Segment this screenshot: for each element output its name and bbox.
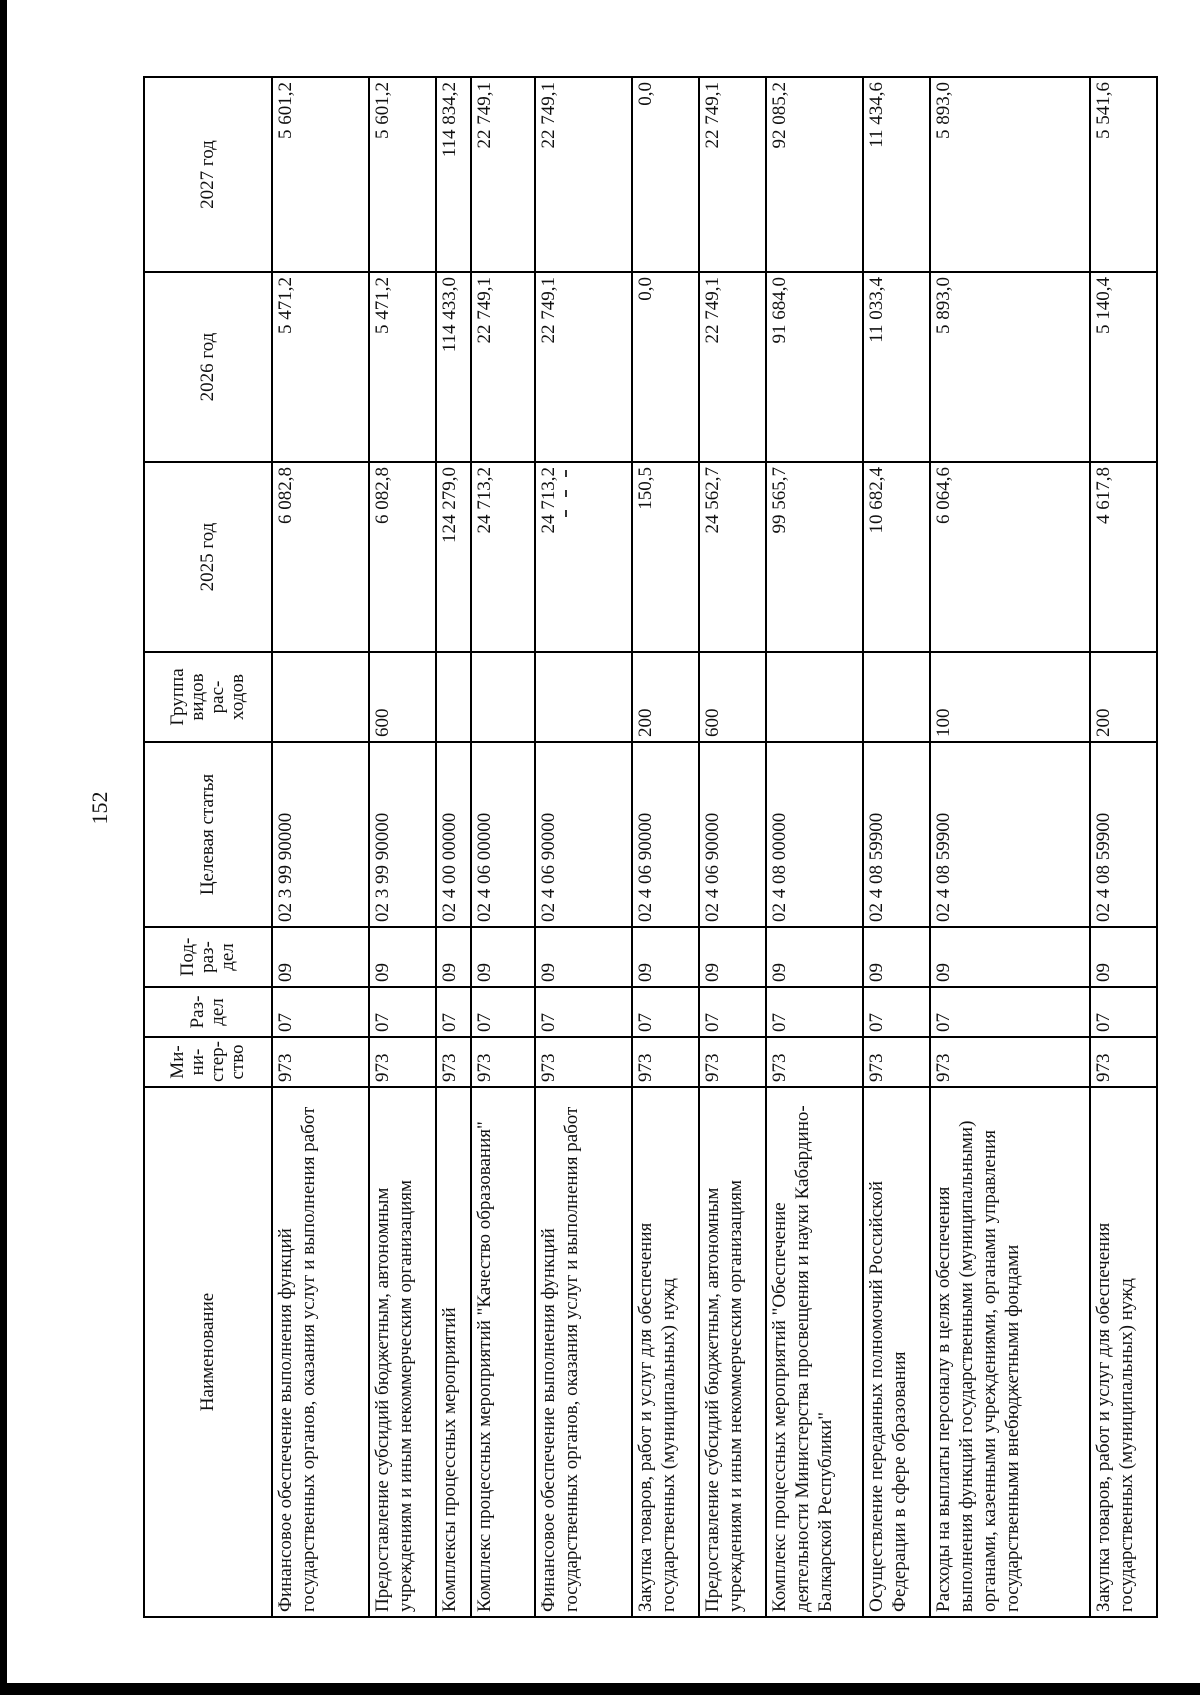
header-name: Наименование xyxy=(144,1087,272,1617)
row-section: 07 xyxy=(632,987,699,1037)
row-section: 07 xyxy=(766,987,863,1037)
row-name: Предоставление субсидий бюджетным, автономным учреждениям и иным некоммерческим организациям xyxy=(369,1087,436,1617)
row-2025: 6 064,6 xyxy=(930,462,1089,652)
row-2027: 114 834,2 xyxy=(436,77,471,272)
header-target-article: Целевая статья xyxy=(144,742,272,927)
row-2027: 5 893,0 xyxy=(930,77,1089,272)
row-2025: 150,5 xyxy=(632,462,699,652)
header-subsection: Под- раз- дел xyxy=(144,927,272,987)
table-row xyxy=(471,77,536,1617)
row-2027: 5 601,2 xyxy=(369,77,436,272)
header-2025: 2025 год xyxy=(144,462,272,652)
row-2025: 10 682,4 xyxy=(863,462,930,652)
row-expense-group: 200 xyxy=(1090,652,1157,742)
row-name: Предоставление субсидий бюджетным, автономным учреждениям и иным некоммерческим организациям xyxy=(699,1087,766,1617)
row-2025: 124 279,0 xyxy=(436,462,471,652)
row-ministry: 973 xyxy=(863,1037,930,1087)
row-name: Осуществление переданных полномочий Российской Федерации в сфере образования xyxy=(863,1087,930,1617)
scan-border-bottom xyxy=(0,1683,1200,1695)
row-name: Комплексы процессных мероприятий xyxy=(436,1087,471,1617)
row-target-article: 02 4 08 59900 xyxy=(863,742,930,927)
row-section: 07 xyxy=(436,987,471,1037)
row-name: Комплекс процессных мероприятий "Качество образования" xyxy=(471,1087,536,1617)
row-name: Закупка товаров, работ и услуг для обеспечения государственных (муниципальных) нужд xyxy=(632,1087,699,1617)
header-section: Раз- дел xyxy=(144,987,272,1037)
header-2027: 2027 год xyxy=(144,77,272,272)
table-row xyxy=(766,77,863,1617)
row-section: 07 xyxy=(699,987,766,1037)
row-ministry: 973 xyxy=(471,1037,536,1087)
row-ministry: 973 xyxy=(436,1037,471,1087)
header-row xyxy=(144,77,272,1617)
row-ministry: 973 xyxy=(699,1037,766,1087)
row-2027: 5 541,6 xyxy=(1090,77,1157,272)
row-2027: 0,0 xyxy=(632,77,699,272)
page-number: 152 xyxy=(87,791,112,825)
row-2025: 24 562,7 xyxy=(699,462,766,652)
row-2026: 22 749,1 xyxy=(699,272,766,462)
row-name: Расходы на выплаты персоналу в целях обеспечения выполнения функций государственными (муниципальными) органами, казенными учреждениями, органами управления государственными внебюджетными фондами xyxy=(930,1087,1089,1617)
row-section: 07 xyxy=(471,987,536,1037)
row-name: Закупка товаров, работ и услуг для обеспечения государственных (муниципальных) нужд xyxy=(1090,1087,1157,1617)
budget-table xyxy=(143,76,1158,1618)
header-2026: 2026 год xyxy=(144,272,272,462)
row-subsection: 09 xyxy=(930,927,1089,987)
row-target-article: 02 4 06 90000 xyxy=(699,742,766,927)
row-expense-group: 600 xyxy=(699,652,766,742)
row-section: 07 xyxy=(1090,987,1157,1037)
row-2026: 5 140,4 xyxy=(1090,272,1157,462)
row-2026: 5 471,2 xyxy=(272,272,369,462)
row-2025: 24 713,2 xyxy=(535,462,632,652)
row-2026: 91 684,0 xyxy=(766,272,863,462)
row-2027: 22 749,1 xyxy=(535,77,632,272)
row-target-article: 02 4 06 90000 xyxy=(632,742,699,927)
header-ministry: Ми- ни- стер- ство xyxy=(144,1037,272,1087)
row-2026: 22 749,1 xyxy=(535,272,632,462)
table-row xyxy=(1090,77,1157,1617)
row-ministry: 973 xyxy=(930,1037,1089,1087)
row-2025: 99 565,7 xyxy=(766,462,863,652)
table-row xyxy=(436,77,471,1617)
row-2025: 6 082,8 xyxy=(369,462,436,652)
table-row xyxy=(863,77,930,1617)
row-section: 07 xyxy=(535,987,632,1037)
row-section: 07 xyxy=(272,987,369,1037)
row-subsection: 09 xyxy=(766,927,863,987)
row-2025: 6 082,8 xyxy=(272,462,369,652)
row-target-article: 02 4 08 59900 xyxy=(1090,742,1157,927)
row-2027: 92 085,2 xyxy=(766,77,863,272)
row-subsection: 09 xyxy=(436,927,471,987)
rotated-table-wrapper xyxy=(143,78,1158,1618)
row-section: 07 xyxy=(930,987,1089,1037)
row-2026: 5 471,2 xyxy=(369,272,436,462)
row-2026: 5 893,0 xyxy=(930,272,1089,462)
row-expense-group: 200 xyxy=(632,652,699,742)
table-row xyxy=(272,77,369,1617)
row-subsection: 09 xyxy=(632,927,699,987)
row-target-article: 02 3 99 90000 xyxy=(272,742,369,927)
row-ministry: 973 xyxy=(632,1037,699,1087)
row-ministry: 973 xyxy=(369,1037,436,1087)
scan-border-left xyxy=(0,0,7,1695)
row-expense-group: 100 xyxy=(930,652,1089,742)
row-target-article: 02 4 06 90000 xyxy=(535,742,632,927)
row-section: 07 xyxy=(863,987,930,1037)
row-2026: 22 749,1 xyxy=(471,272,536,462)
row-target-article: 02 4 06 00000 xyxy=(471,742,536,927)
row-expense-group xyxy=(272,652,369,742)
row-2027: 22 749,1 xyxy=(699,77,766,272)
row-2025: 24 713,2 xyxy=(471,462,536,652)
row-subsection: 09 xyxy=(863,927,930,987)
header-expense-group: Группа видов рас- ходов xyxy=(144,652,272,742)
row-subsection: 09 xyxy=(1090,927,1157,987)
row-section: 07 xyxy=(369,987,436,1037)
row-expense-group xyxy=(863,652,930,742)
row-expense-group xyxy=(471,652,536,742)
row-target-article: 02 4 08 59900 xyxy=(930,742,1089,927)
row-target-article: 02 3 99 90000 xyxy=(369,742,436,927)
row-subsection: 09 xyxy=(699,927,766,987)
row-expense-group: 600 xyxy=(369,652,436,742)
row-ministry: 973 xyxy=(766,1037,863,1087)
table-row xyxy=(369,77,436,1617)
row-expense-group xyxy=(766,652,863,742)
row-2027: 22 749,1 xyxy=(471,77,536,272)
row-name: Финансовое обеспечение выполнения функций государственных органов, оказания услуг и выполнения работ xyxy=(272,1087,369,1617)
row-subsection: 09 xyxy=(535,927,632,987)
row-subsection: 09 xyxy=(272,927,369,987)
table-row xyxy=(930,77,1089,1617)
row-target-article: 02 4 00 00000 xyxy=(436,742,471,927)
row-subsection: 09 xyxy=(369,927,436,987)
row-subsection: 09 xyxy=(471,927,536,987)
row-name: Финансовое обеспечение выполнения функций государственных органов, оказания услуг и выполнения работ xyxy=(535,1087,632,1617)
row-name: Комплекс процессных мероприятий "Обеспечение деятельности Министерства просвещения и науки Кабардино-Балкарской Республики" xyxy=(766,1087,863,1617)
row-ministry: 973 xyxy=(535,1037,632,1087)
row-ministry: 973 xyxy=(272,1037,369,1087)
table-row xyxy=(699,77,766,1617)
row-expense-group xyxy=(535,652,632,742)
row-ministry: 973 xyxy=(1090,1037,1157,1087)
row-2025: 4 617,8 xyxy=(1090,462,1157,652)
row-2026: 0,0 xyxy=(632,272,699,462)
row-2027: 11 434,6 xyxy=(863,77,930,272)
row-2026: 114 433,0 xyxy=(436,272,471,462)
row-2026: 11 033,4 xyxy=(863,272,930,462)
table-row xyxy=(535,77,632,1617)
row-target-article: 02 4 08 00000 xyxy=(766,742,863,927)
row-2027: 5 601,2 xyxy=(272,77,369,272)
row-expense-group xyxy=(436,652,471,742)
table-row xyxy=(632,77,699,1617)
